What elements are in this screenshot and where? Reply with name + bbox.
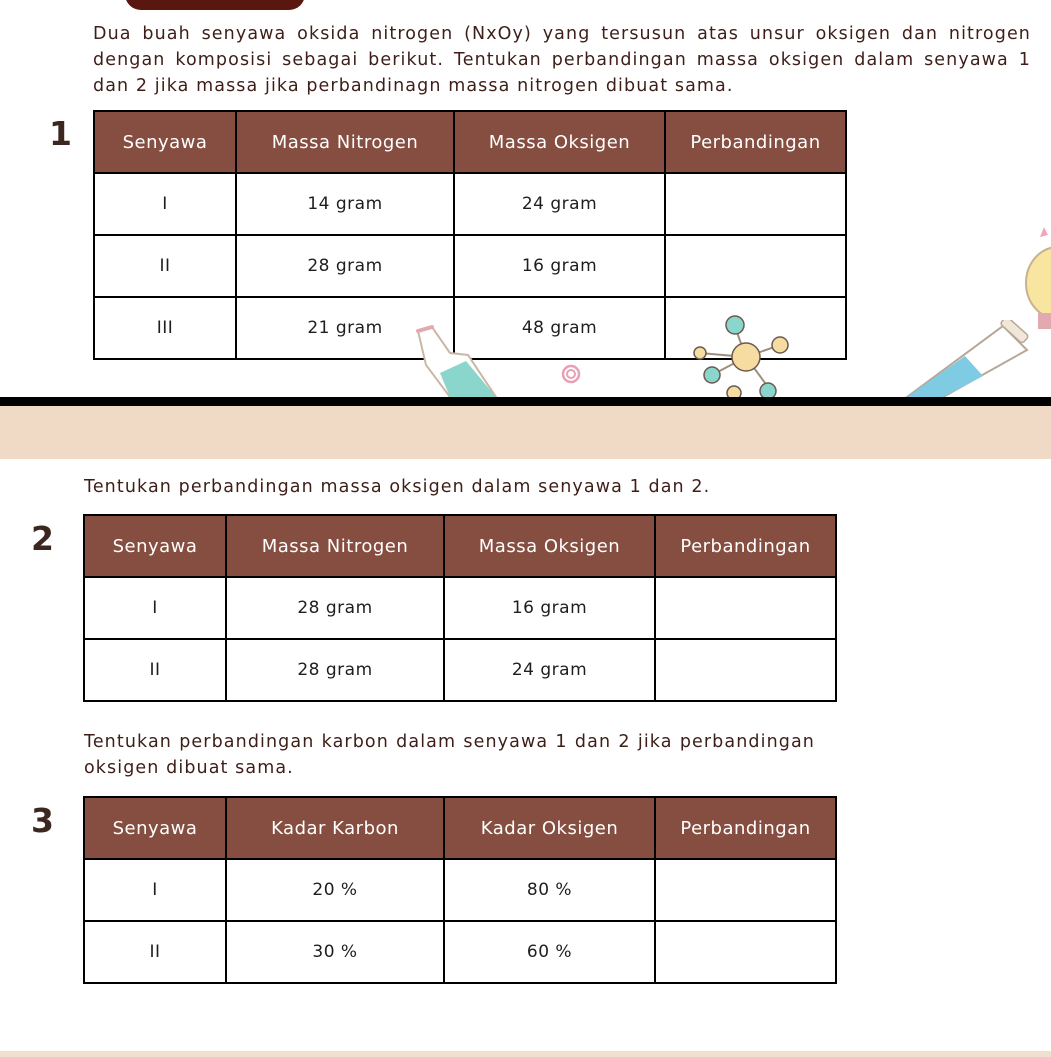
table-cell: 14 gram: [236, 173, 454, 235]
table-header-cell: Senyawa: [94, 111, 236, 173]
table-cell: I: [94, 173, 236, 235]
table-cell: 16 gram: [444, 577, 655, 639]
table-cell: II: [84, 921, 226, 983]
answer-cell[interactable]: [655, 921, 836, 983]
question-number-3: 3: [31, 801, 54, 840]
top-decoration-tab: [125, 0, 305, 10]
flask-icon: [410, 325, 500, 397]
table-1-header-row: [94, 111, 846, 173]
table-header-cell: Massa Nitrogen: [226, 515, 444, 577]
table-cell: 20 %: [226, 859, 444, 921]
table-header-cell: Massa Oksigen: [444, 515, 655, 577]
table-cell: 48 gram: [454, 297, 665, 359]
molecule-icon: [690, 315, 790, 397]
intro-paragraph: Dua buah senyawa oksida nitrogen (NxOy) yang tersusun atas unsur oksigen dan nitrogen dengan komposisi sebagai berikut. Tentukan perbandingan massa oksigen dalam senyawa 1 dan 2 jika massa jika perbandinagn massa nitrogen dibuat sama.: [93, 24, 1031, 96]
table-cell: 28 gram: [226, 577, 444, 639]
question-number-1: 1: [49, 114, 72, 153]
beige-band: [0, 406, 1051, 459]
bottom-band: [0, 1051, 1051, 1057]
table-row: [84, 859, 836, 921]
table-cell: II: [84, 639, 226, 701]
table-header-cell: Perbandingan: [655, 797, 836, 859]
answer-cell[interactable]: [655, 859, 836, 921]
table-header-cell: Perbandingan: [665, 111, 846, 173]
table-cell: 80 %: [444, 859, 655, 921]
table-cell: 24 gram: [454, 173, 665, 235]
table-row: [94, 173, 846, 235]
table-cell: 16 gram: [454, 235, 665, 297]
table-cell: 60 %: [444, 921, 655, 983]
table-row: [94, 235, 846, 297]
question-3-text: Tentukan perbandingan karbon dalam senyawa 1 dan 2 jika perbandingan oksigen dibuat sama.: [84, 732, 815, 778]
table-cell: 28 gram: [236, 235, 454, 297]
table-2-header-row: [84, 515, 836, 577]
table-cell: II: [94, 235, 236, 297]
question-number-2: 2: [31, 519, 54, 558]
table-cell: 28 gram: [226, 639, 444, 701]
test-tube-icon: [903, 320, 1033, 397]
table-row: [84, 921, 836, 983]
table-cell: III: [94, 297, 236, 359]
table-row: [84, 577, 836, 639]
lightbulb-icon: [1018, 225, 1051, 333]
table-3: [83, 796, 837, 984]
table-cell: I: [84, 577, 226, 639]
table-3-header-row: [84, 797, 836, 859]
answer-cell[interactable]: [665, 173, 846, 235]
table-header-cell: Senyawa: [84, 797, 226, 859]
table-header-cell: Massa Nitrogen: [236, 111, 454, 173]
answer-cell[interactable]: [655, 639, 836, 701]
answer-cell[interactable]: [665, 235, 846, 297]
answer-cell[interactable]: [655, 577, 836, 639]
table-2: [83, 514, 837, 702]
question-2-text: Tentukan perbandingan massa oksigen dalam senyawa 1 dan 2.: [84, 477, 711, 497]
table-header-cell: Massa Oksigen: [454, 111, 665, 173]
table-header-cell: Perbandingan: [655, 515, 836, 577]
divider-bar: [0, 397, 1051, 406]
table-cell: 24 gram: [444, 639, 655, 701]
table-header-cell: Kadar Karbon: [226, 797, 444, 859]
table-header-cell: Kadar Oksigen: [444, 797, 655, 859]
table-row: [84, 639, 836, 701]
table-cell: 30 %: [226, 921, 444, 983]
table-header-cell: Senyawa: [84, 515, 226, 577]
swirl-icon: [560, 363, 582, 385]
table-cell: I: [84, 859, 226, 921]
table-cell: 21 gram: [236, 297, 454, 359]
